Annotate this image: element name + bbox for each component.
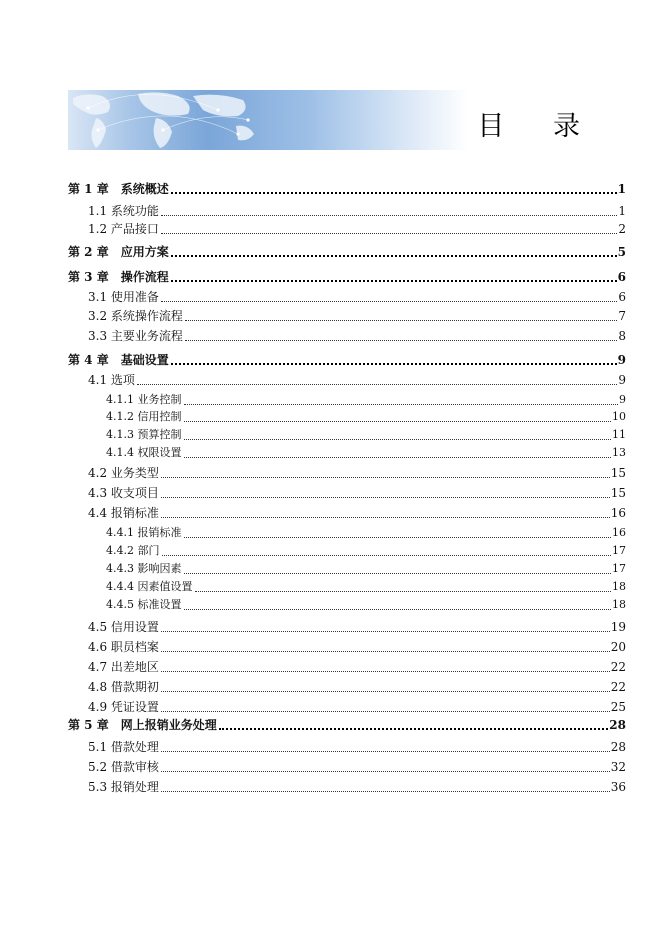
toc-section-entry[interactable]: [106, 526, 626, 540]
toc-entry-label: 第 5 章 网上报销业务处理: [68, 718, 217, 732]
toc-entry-page: 10: [612, 410, 626, 423]
toc-section-entry[interactable]: [106, 446, 626, 460]
dot-leader: [161, 517, 610, 518]
dot-leader: [185, 320, 617, 321]
dot-leader: [184, 609, 612, 610]
toc-section-entry[interactable]: [106, 410, 626, 424]
toc-entry-page: 36: [610, 780, 626, 794]
toc-section-entry[interactable]: [88, 329, 626, 343]
toc-entry-page: 1: [617, 182, 626, 196]
toc-entry-page: 15: [610, 466, 626, 480]
toc-entry-label: 第 2 章 应用方案: [68, 245, 169, 259]
toc-entry-page: 2: [618, 222, 626, 236]
toc-entry-label: 1.1 系统功能: [88, 204, 159, 218]
dot-leader: [184, 573, 612, 574]
dot-leader: [161, 671, 610, 672]
toc-section-entry[interactable]: [88, 640, 626, 654]
toc-entry-page: 25: [610, 700, 626, 714]
toc-entry-label: 4.1 选项: [88, 373, 135, 387]
dot-leader: [219, 728, 609, 730]
toc-section-entry[interactable]: [88, 620, 626, 634]
toc-chapter-entry[interactable]: [68, 353, 626, 367]
toc-section-entry[interactable]: [88, 700, 626, 714]
toc-entry-page: 5: [617, 245, 626, 259]
toc-entry-label: 3.3 主要业务流程: [88, 329, 183, 343]
dot-leader: [161, 631, 610, 632]
dot-leader: [161, 651, 610, 652]
toc-entry-page: 1: [618, 204, 626, 218]
toc-entry-label: 3.1 使用准备: [88, 290, 159, 304]
dot-leader: [161, 791, 610, 792]
toc-entry-page: 15: [610, 486, 626, 500]
toc-entry-label: 4.4.3 影响因素: [106, 562, 182, 575]
toc-section-entry[interactable]: [88, 680, 626, 694]
toc-section-entry[interactable]: [88, 290, 626, 304]
toc-entry-page: 17: [612, 544, 626, 557]
dot-leader: [184, 457, 612, 458]
toc-section-entry[interactable]: [106, 580, 626, 594]
toc-entry-page: 18: [612, 580, 626, 593]
toc-entry-label: 4.4.2 部门: [106, 544, 160, 557]
toc-section-entry[interactable]: [88, 660, 626, 674]
dot-leader: [184, 439, 612, 440]
toc-section-entry[interactable]: [88, 466, 626, 480]
toc-section-entry[interactable]: [106, 428, 626, 442]
toc-section-entry[interactable]: [88, 486, 626, 500]
toc-entry-page: 16: [612, 526, 626, 539]
toc-entry-page: 8: [618, 329, 626, 343]
toc-entry-page: 22: [610, 680, 626, 694]
toc-entry-label: 4.1.3 预算控制: [106, 428, 182, 441]
toc-section-entry[interactable]: [88, 760, 626, 774]
toc-entry-page: 6: [618, 290, 626, 304]
toc-entry-page: 9: [617, 353, 626, 367]
dot-leader: [184, 421, 612, 422]
dot-leader: [161, 301, 617, 302]
toc-entry-label: 4.7 出差地区: [88, 660, 159, 674]
toc-section-entry[interactable]: [88, 740, 626, 754]
toc-entry-page: 28: [610, 740, 626, 754]
toc-entry-label: 5.3 报销处理: [88, 780, 159, 794]
toc-entry-page: 20: [610, 640, 626, 654]
toc-section-entry[interactable]: [88, 506, 626, 520]
toc-entry-page: 28: [609, 718, 626, 732]
dot-leader: [161, 771, 610, 772]
world-map-image: [68, 90, 468, 150]
dot-leader: [171, 255, 617, 257]
toc-entry-page: 32: [610, 760, 626, 774]
toc-entry-label: 5.1 借款处理: [88, 740, 159, 754]
dot-leader: [161, 751, 610, 752]
dot-leader: [161, 497, 610, 498]
dot-leader: [161, 711, 610, 712]
dot-leader: [184, 404, 619, 405]
dot-leader: [184, 537, 612, 538]
toc-entry-label: 4.1.1 业务控制: [106, 393, 182, 406]
dot-leader: [161, 477, 610, 478]
toc-section-entry[interactable]: [88, 309, 626, 323]
toc-entry-label: 1.2 产品接口: [88, 222, 159, 236]
toc-entry-label: 4.2 业务类型: [88, 466, 159, 480]
toc-section-entry[interactable]: [88, 373, 626, 387]
toc-entry-label: 4.9 凭证设置: [88, 700, 159, 714]
toc-entry-page: 6: [617, 270, 626, 284]
toc-entry-label: 4.5 信用设置: [88, 620, 159, 634]
toc-entry-label: 4.4.1 报销标准: [106, 526, 182, 539]
toc-entry-page: 11: [612, 428, 626, 441]
toc-entry-label: 5.2 借款审核: [88, 760, 159, 774]
toc-entry-page: 19: [610, 620, 626, 634]
toc-chapter-entry[interactable]: [68, 182, 626, 196]
toc-entry-label: 3.2 系统操作流程: [88, 309, 183, 323]
toc-entry-label: 4.4.4 因素值设置: [106, 580, 193, 593]
toc-section-entry[interactable]: [106, 562, 626, 576]
toc-chapter-entry[interactable]: [68, 718, 626, 732]
toc-entry-label: 4.4.5 标准设置: [106, 598, 182, 611]
toc-section-entry[interactable]: [106, 544, 626, 558]
toc-entry-page: 17: [612, 562, 626, 575]
dot-leader: [185, 340, 617, 341]
toc-entry-label: 4.3 收支项目: [88, 486, 159, 500]
dot-leader: [161, 233, 617, 234]
toc-entry-page: 9: [618, 373, 626, 387]
dot-leader: [161, 691, 610, 692]
toc-section-entry[interactable]: [106, 598, 626, 612]
toc-chapter-entry[interactable]: [68, 270, 626, 284]
toc-entry-label: 4.6 职员档案: [88, 640, 159, 654]
toc-entry-label: 4.1.4 权限设置: [106, 446, 182, 459]
toc-entry-label: 4.1.2 信用控制: [106, 410, 182, 423]
toc-section-entry[interactable]: [88, 780, 626, 794]
toc-chapter-entry[interactable]: [68, 245, 626, 259]
dot-leader: [171, 363, 617, 365]
toc-entry-label: 4.8 借款期初: [88, 680, 159, 694]
dot-leader: [162, 555, 612, 556]
dot-leader: [171, 192, 617, 194]
dot-leader: [161, 215, 617, 216]
dot-leader: [195, 591, 612, 592]
toc-entry-label: 第 4 章 基础设置: [68, 353, 169, 367]
toc-entry-page: 22: [610, 660, 626, 674]
dot-leader: [137, 384, 617, 385]
toc-section-entry[interactable]: [106, 393, 626, 407]
toc-entry-label: 第 1 章 系统概述: [68, 182, 169, 196]
toc-entry-page: 7: [618, 309, 626, 323]
toc-entry-page: 9: [619, 393, 626, 406]
toc-entry-label: 4.4 报销标准: [88, 506, 159, 520]
toc-section-entry[interactable]: [88, 204, 626, 218]
toc-entry-label: 第 3 章 操作流程: [68, 270, 169, 284]
toc-entry-page: 18: [612, 598, 626, 611]
toc-entry-page: 13: [612, 446, 626, 459]
toc-entry-page: 16: [610, 506, 626, 520]
dot-leader: [171, 280, 617, 282]
page-title: 目 录: [477, 111, 600, 142]
toc-section-entry[interactable]: [88, 222, 626, 236]
